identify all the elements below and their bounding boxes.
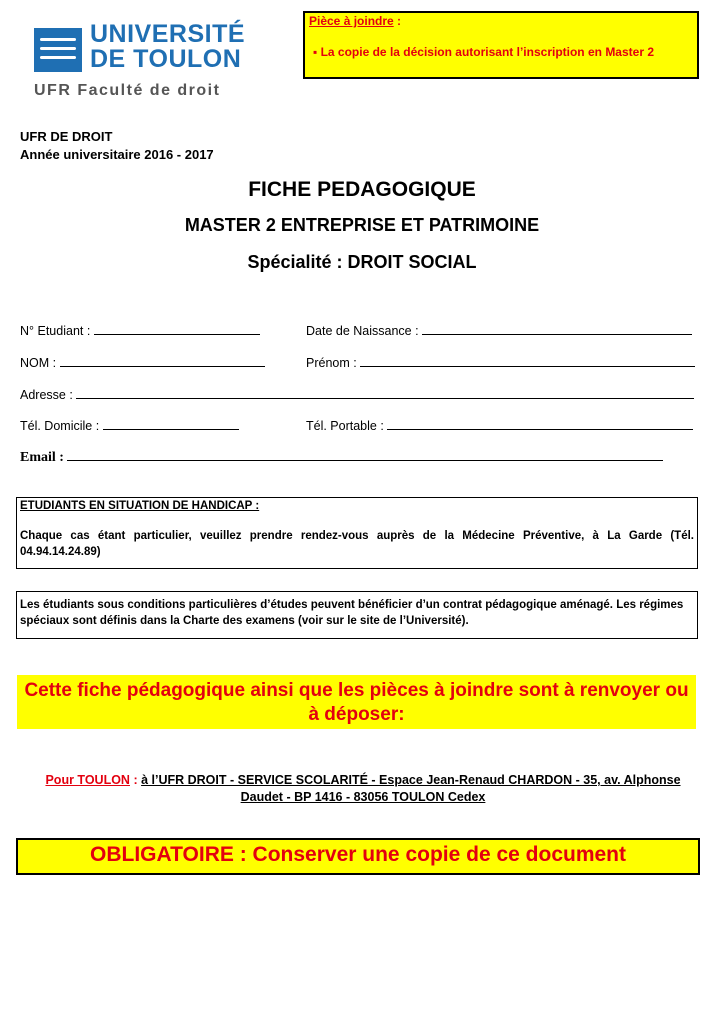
first-name-label: Prénom : bbox=[306, 356, 357, 370]
program-title: MASTER 2 ENTREPRISE ET PATRIMOINE bbox=[184, 215, 540, 235]
logo-line-1: UNIVERSITÉ bbox=[90, 20, 246, 48]
home-phone-field[interactable] bbox=[20, 419, 239, 433]
address-line-1: à l’UFR DROIT - SERVICE SCOLARITÉ - Espace Jean-Renaud CHARDON - 35, av. Alphonse bbox=[141, 773, 681, 787]
faculty-name: UFR DE DROIT bbox=[20, 129, 113, 144]
special-regimes-notice bbox=[16, 591, 698, 639]
logo-text bbox=[90, 22, 245, 72]
specialty-title: Spécialité : DROIT SOCIAL bbox=[247, 252, 477, 272]
first-name-field[interactable] bbox=[306, 356, 695, 370]
attachment-item: ▪ La copie de la décision autorisant l’inscription en Master 2 bbox=[313, 45, 655, 59]
handicap-text: Chaque cas étant particulier, veuillez prendre rendez-vous auprès de la Médecine Préventive, à La Garde (Tél. 04.94.14.24.89) bbox=[20, 530, 694, 558]
mobile-phone-input-line[interactable] bbox=[387, 419, 693, 430]
university-logo bbox=[34, 22, 249, 102]
handicap-title: ETUDIANTS EN SITUATION DE HANDICAP : bbox=[20, 500, 260, 512]
city-label-colon: : bbox=[129, 773, 142, 787]
address-label: Adresse : bbox=[20, 388, 73, 402]
attachment-title: Pièce à joindre : bbox=[309, 14, 402, 28]
return-instructions-banner bbox=[17, 675, 696, 729]
email-input-line[interactable] bbox=[67, 450, 663, 461]
attachment-box bbox=[303, 11, 699, 79]
address-field[interactable] bbox=[20, 388, 694, 402]
birth-date-field[interactable] bbox=[306, 324, 692, 338]
page-title: FICHE PEDAGOGIQUE bbox=[248, 178, 476, 201]
return-instructions-text: Cette fiche pédagogique ainsi que les pièces à joindre sont à renvoyer ou à déposer: bbox=[24, 680, 689, 725]
birth-date-label: Date de Naissance : bbox=[306, 324, 419, 338]
mobile-phone-field[interactable] bbox=[306, 419, 693, 433]
handicap-notice bbox=[16, 497, 698, 569]
academic-year: Année universitaire 2016 - 2017 bbox=[20, 147, 214, 162]
email-field[interactable] bbox=[20, 450, 663, 466]
student-number-input-line[interactable] bbox=[94, 324, 260, 335]
logo-mark-icon bbox=[34, 28, 82, 72]
last-name-field[interactable] bbox=[20, 356, 265, 370]
home-phone-label: Tél. Domicile : bbox=[20, 419, 100, 433]
special-regimes-text: Les étudiants sous conditions particulières d’études peuvent bénéficier d’un contrat pédagogique aménagé. Les régimes spéciaux sont définis dans la Charte des examens (voir sur le site de l’Université). bbox=[20, 599, 684, 627]
mandatory-text: OBLIGATOIRE : Conserver une copie de ce document bbox=[90, 843, 626, 866]
address-line-2: Daudet - BP 1416 - 83056 TOULON Cedex bbox=[240, 790, 486, 804]
city-label: Pour TOULON bbox=[45, 773, 130, 787]
mandatory-notice bbox=[16, 838, 700, 875]
student-number-field[interactable] bbox=[20, 324, 260, 338]
home-phone-input-line[interactable] bbox=[103, 419, 239, 430]
email-label: Email : bbox=[20, 450, 64, 465]
mailing-address bbox=[18, 772, 708, 806]
last-name-label: NOM : bbox=[20, 356, 57, 370]
mobile-phone-label: Tél. Portable : bbox=[306, 419, 384, 433]
birth-date-input-line[interactable] bbox=[422, 324, 692, 335]
logo-subtitle: UFR Faculté de droit bbox=[34, 82, 221, 99]
address-input-line[interactable] bbox=[76, 388, 694, 399]
last-name-input-line[interactable] bbox=[60, 356, 265, 367]
faculty-header bbox=[20, 128, 214, 164]
student-number-label: N° Etudiant : bbox=[20, 324, 91, 338]
logo-line-2: DE TOULON bbox=[90, 45, 242, 73]
first-name-input-line[interactable] bbox=[360, 356, 695, 367]
